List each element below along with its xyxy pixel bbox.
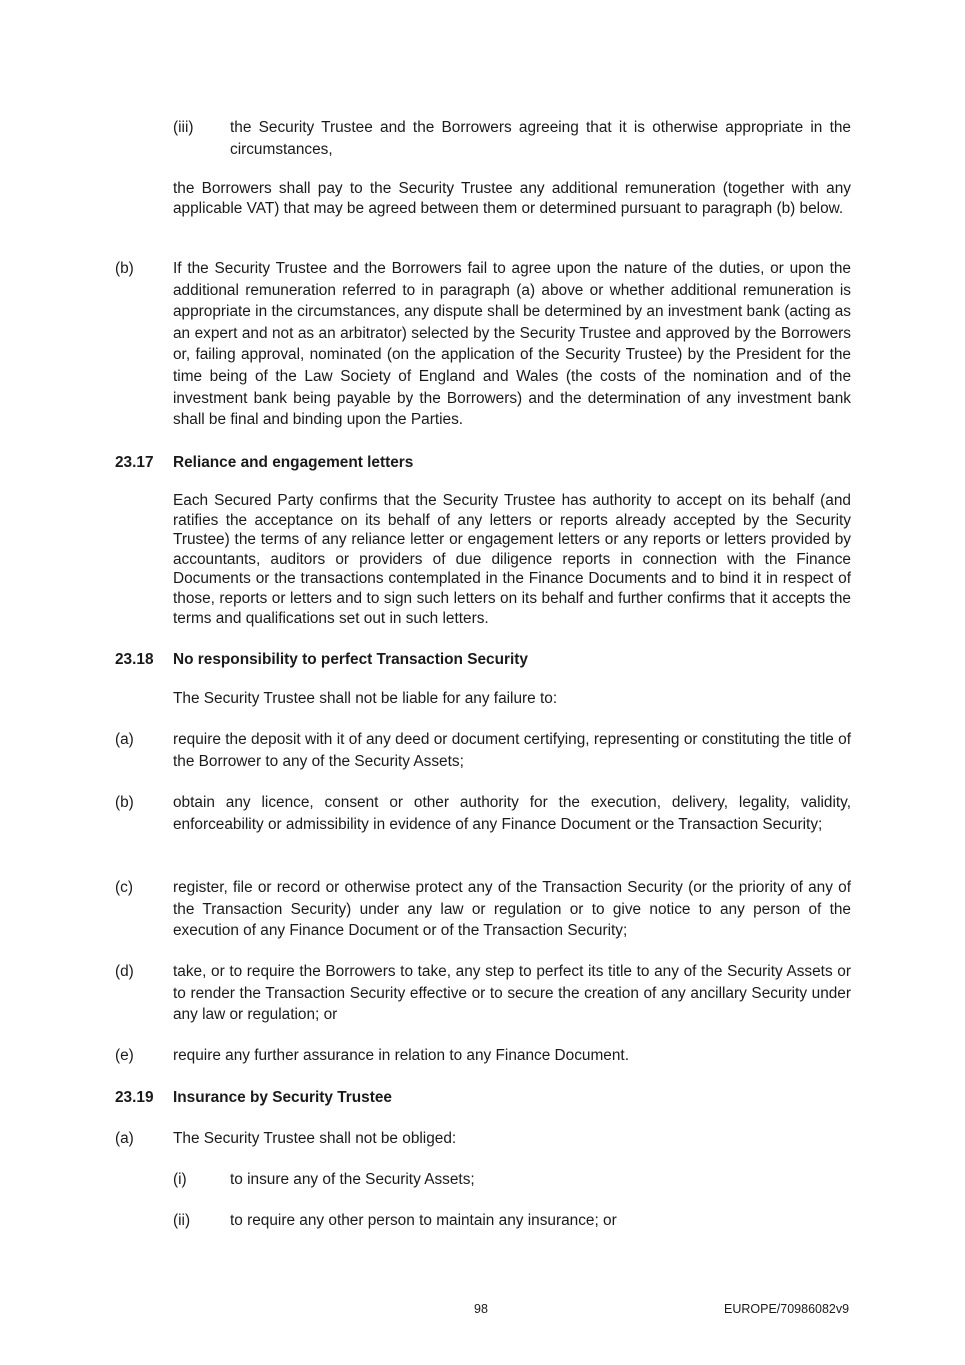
section-2318-title: No responsibility to perfect Transaction Security <box>173 651 528 668</box>
document-reference: EUROPE/70986082v9 <box>724 1302 850 1316</box>
section-2317-title: Reliance and engagement letters <box>173 454 414 471</box>
item-c-text: register, file or record or otherwise protect any of the Transaction Security (or the priority of any of the Transaction Security) under any law or regulation or to give notice to any person of the execution of any Finance Document or of the Transaction Security; <box>173 879 851 940</box>
section-2319-number: 23.19 <box>115 1089 154 1106</box>
item-d-text: take, or to require the Borrowers to take, any step to perfect its title to any of the Security Assets or to render the Transaction Security effective or to secure the creation of any ancillary Security under any law or regulation; or <box>173 963 851 1024</box>
item-iii-text: the Security Trustee and the Borrowers agreeing that it is otherwise appropriate in the circumstances, <box>230 119 851 158</box>
section-2317-body: Each Secured Party confirms that the Security Trustee has authority to accept on its behalf (and ratifies the acceptance on its behalf of any letters or reports already accepted by the Security Trustee) the terms of any reliance letter or engagement letters or any reports or letters provided by accountants, auditors or providers of due diligence reports in connection with the Finance Documents or the transactions contemplated in the Finance Documents and to bind it in respect of those, reports or letters and to sign such letters on its behalf and further confirms that it accepts the terms and qualifications set out in such letters. <box>173 492 851 627</box>
item-b2-label: (b) <box>115 794 134 811</box>
section-2318-intro: The Security Trustee shall not be liable for any failure to: <box>173 690 558 707</box>
subitem-i-label: (i) <box>173 1171 187 1188</box>
section-2317-number: 23.17 <box>115 454 154 471</box>
item-b2-text: obtain any licence, consent or other authority for the execution, delivery, legality, validity, enforceability or admissibility in evidence of any Finance Document or the Transaction Security; <box>173 794 851 833</box>
subitem-ii-text: to require any other person to maintain any insurance; or <box>230 1212 617 1229</box>
item-iii-label: (iii) <box>173 119 194 136</box>
subitem-i-text: to insure any of the Security Assets; <box>230 1171 475 1188</box>
item-d-label: (d) <box>115 963 134 980</box>
item-a-text: require the deposit with it of any deed or document certifying, representing or constituting the title of the Borrower to any of the Security Assets; <box>173 731 851 770</box>
item-e-text: require any further assurance in relation to any Finance Document. <box>173 1047 629 1064</box>
item-b-text: If the Security Trustee and the Borrowers fail to agree upon the nature of the duties, or upon the additional remuneration referred to in paragraph (a) above or whether additional remuneration is appropriate in the circumstances, any dispute shall be determined by an investment bank (acting as an expert and not as an arbitrator) selected by the Security Trustee and approved by the Borrowers or, failing approval, nominated (on the application of the Security Trustee) by the President for the time being of the Law Society of England and Wales (the costs of the nomination and of the investment bank being payable by the Borrowers) and the determination of any investment bank shall be final and binding upon the Parties. <box>173 260 851 429</box>
page-number: 98 <box>474 1302 488 1316</box>
section-2319-item-a-label: (a) <box>115 1130 134 1147</box>
item-e-label: (e) <box>115 1047 134 1064</box>
remuneration-paragraph: the Borrowers shall pay to the Security Trustee any additional remuneration (together with any applicable VAT) that may be agreed between them or determined pursuant to paragraph (b) below. <box>173 180 851 217</box>
item-c-label: (c) <box>115 879 133 896</box>
item-b-label: (b) <box>115 260 134 277</box>
subitem-ii-label: (ii) <box>173 1212 191 1229</box>
section-2318-number: 23.18 <box>115 651 154 668</box>
item-a-label: (a) <box>115 731 134 748</box>
section-2319-item-a-text: The Security Trustee shall not be obliged: <box>173 1130 457 1147</box>
section-2319-title: Insurance by Security Trustee <box>173 1089 392 1106</box>
